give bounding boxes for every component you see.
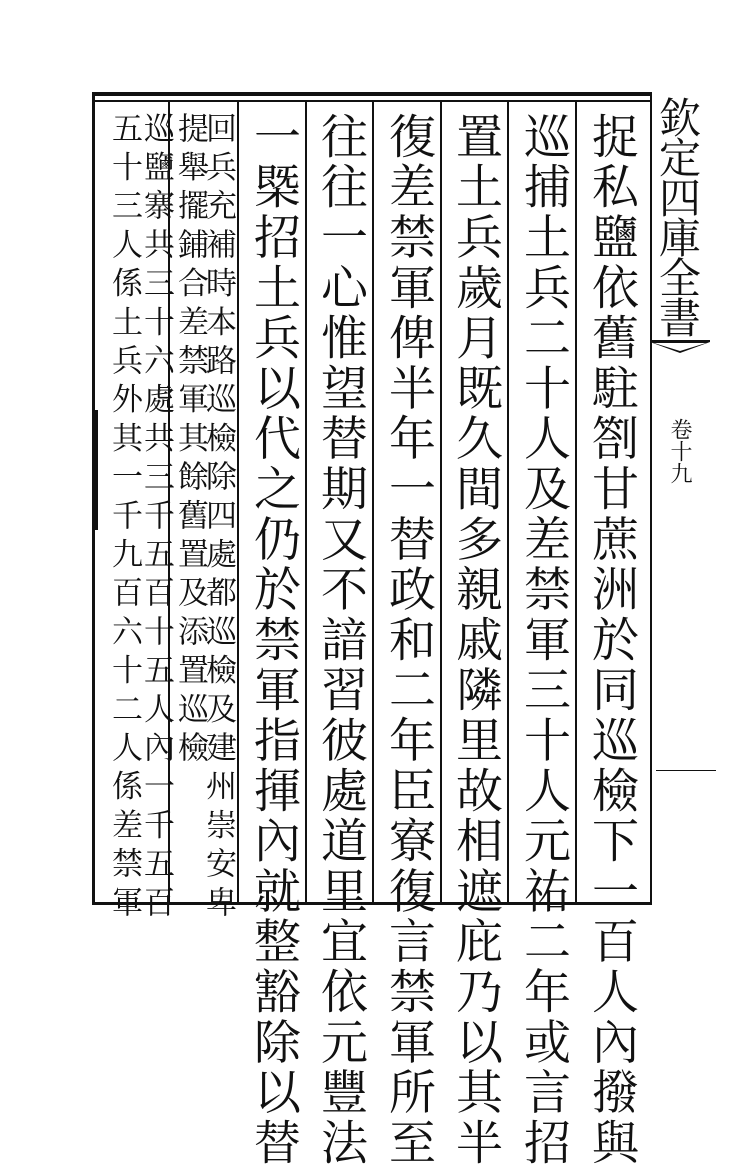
column-divider: [440, 100, 442, 902]
margin-rule: [656, 770, 716, 771]
annotation-column-right: 回兵充補時本路巡檢除四處都巡檢及建州崇安卑: [200, 112, 236, 925]
frame-left-thick-mark: [94, 410, 98, 530]
volume-label: 卷十九: [667, 418, 692, 484]
frame-right-border: [650, 92, 652, 905]
annotation-column-4: 五十三人係土兵外其一千九百六十二人係差禁軍: [106, 112, 142, 925]
text-column-5: 往往一心惟望替期又不諳習彼處道里宜依元豐法: [313, 112, 368, 1168]
fish-tail-mark-icon: [650, 340, 710, 354]
column-divider: [372, 100, 374, 902]
column-divider: [507, 100, 509, 902]
column-divider: [237, 100, 239, 902]
annotation-column-3: 巡鹽寨共三十六處共三千五百十五人內一千五百: [138, 112, 174, 925]
book-title: 欽定四庫全書: [653, 96, 702, 336]
column-divider: [305, 100, 307, 902]
text-column-6: 一槩招土兵以代之仍於禁軍指揮內就整豁除以替: [246, 112, 301, 1168]
text-column-3: 置土兵歲月既久間多親戚隣里故相遮庇乃以其半: [448, 112, 503, 1168]
annotation-column-left: 提舉擺鋪合差禁軍其餘舊置及添置巡檢: [172, 112, 208, 770]
frame-top-border: [92, 92, 652, 96]
text-column-2: 巡捕土兵二十人及差禁軍三十人元祐二年或言招: [516, 112, 571, 1168]
text-column-1: 捉私鹽依舊駐劄甘蔗洲於同巡檢下一百人內撥與: [584, 112, 639, 1168]
text-column-4: 復差禁軍俾半年一替政和二年臣寮復言禁軍所至: [381, 112, 436, 1168]
column-divider: [575, 100, 577, 902]
